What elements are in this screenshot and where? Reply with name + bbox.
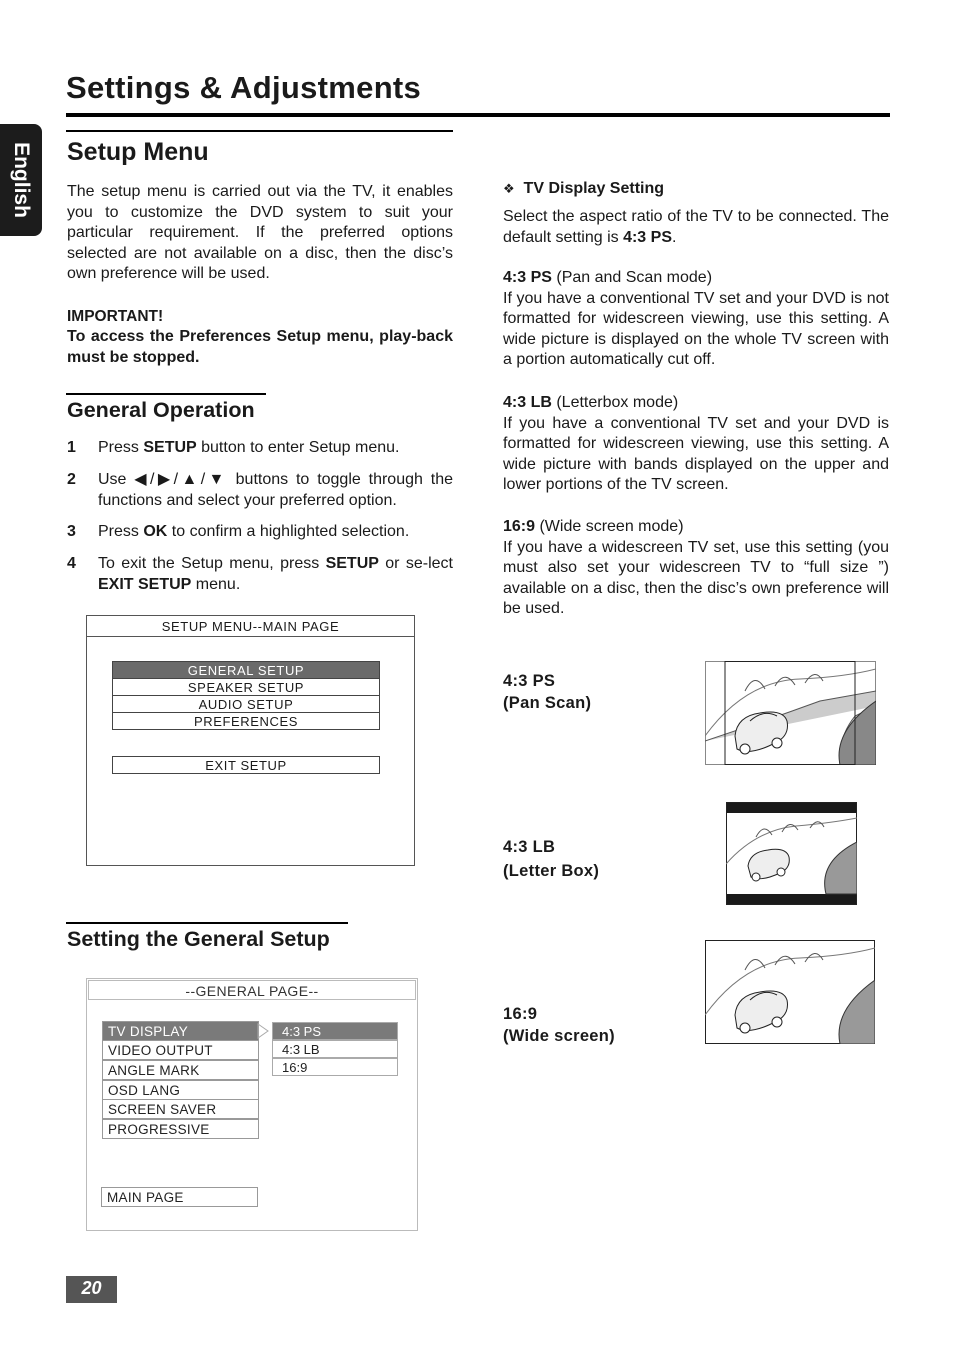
intro-key: 4:3 PS [623,228,672,246]
intro-text: Select the aspect ratio of the TV to be connected. The default setting is [503,208,889,246]
mode-key: 16:9 [503,518,536,535]
title-rule [66,113,890,117]
wide-screen-illustration [705,940,875,1044]
mode-description: If you have a conventional TV set and your DVD is formatted for widescreen viewing, use this setting. A wide picture with bands displayed on the upper and lower portions of the TV screen. [503,414,889,494]
step-key: EXIT SETUP [98,576,192,593]
menu-item-screen-saver[interactable]: SCREEN SAVER [102,1099,259,1119]
section-rule [66,393,266,395]
arrow-right-icon [257,1023,269,1039]
option-4-3-ps[interactable]: 4:3 PS [272,1022,398,1040]
menu-item-audio-setup[interactable]: AUDIO SETUP [112,695,380,713]
menu-title: SETUP MENU--MAIN PAGE [87,616,414,637]
intro-text: . [672,228,677,246]
step-number: 1 [67,439,76,456]
important-label: IMPORTANT! [67,308,164,325]
step-1 [67,437,453,458]
mode-name: (Pan and Scan mode) [551,269,713,286]
mode-4-3-lb [503,393,889,496]
step-number: 3 [67,523,76,540]
page-title: Settings & Adjustments [66,70,422,105]
step-text: Use ◀/▶/▲/▼ buttons to toggle through the functions and select your preferred option. [98,471,453,509]
step-2 [67,469,453,511]
mode-key: 4:3 PS [503,269,552,286]
figure-label-line: 16:9 [503,1005,538,1023]
setup-menu-heading: Setup Menu [67,138,209,166]
section-rule [66,922,348,924]
step-text: menu. [191,576,241,593]
general-page-menu [86,978,418,1231]
page-number: 20 [66,1276,117,1303]
step-number: 2 [67,471,76,488]
step-key: OK [143,523,168,540]
menu-item-general-setup[interactable]: GENERAL SETUP [112,661,380,679]
step-text: or se-lect [378,555,453,572]
figure-label-line: (Pan Scan) [503,694,592,712]
menu-item-speaker-setup[interactable]: SPEAKER SETUP [112,678,380,696]
section-rule [66,130,453,132]
setup-main-menu [86,615,415,866]
step-4 [67,553,453,595]
setup-menu-intro: The setup menu is carried out via the TV, it enables you to customize the DVD system to suit your particular requirement. If the preferred options selected are not available on a disc, then the disc’s own preference will be used. [67,183,453,283]
menu-item-angle-mark[interactable]: ANGLE MARK [102,1060,259,1080]
step-3 [67,521,453,542]
menu-item-video-output[interactable]: VIDEO OUTPUT [102,1040,259,1060]
mode-name: (Letterbox mode) [551,394,679,411]
general-operation-heading: General Operation [67,398,255,422]
figure-label-line: 4:3 LB [503,838,556,856]
menu-item-preferences[interactable]: PREFERENCES [112,712,380,730]
step-text: to confirm a highlighted selection. [167,523,410,540]
language-tab-label: English [10,142,33,218]
menu-item-progressive[interactable]: PROGRESSIVE [102,1119,259,1139]
general-setup-heading: Setting the General Setup [67,927,330,951]
mode-name: (Wide screen mode) [535,518,684,535]
tv-display-heading: TV Display Setting [523,180,665,197]
menu-item-exit-setup[interactable]: EXIT SETUP [112,756,380,774]
step-text: button to enter Setup menu. [196,439,400,456]
mode-description: If you have a conventional TV set and your DVD is not formatted for widescreen viewing, use this setting. A wide picture is displayed on the whole TV screen with a portion automatically cut off. [503,289,889,369]
important-text: To access the Preferences Setup menu, play-back must be stopped. [67,328,453,366]
step-number: 4 [67,555,76,572]
figure-label-wide-screen [503,1003,615,1047]
figure-label-letter-box [503,835,599,883]
figure-label-line: (Wide screen) [503,1027,615,1045]
menu-title: --GENERAL PAGE-- [88,980,416,1000]
figure-label-pan-scan [503,670,591,714]
figure-label-line: (Letter Box) [503,862,600,880]
mode-description: If you have a widescreen TV set, use this setting (you must also set your widescreen TV to “full size ”) available on a disc, then the disc’s own preference will be used. [503,538,889,618]
letter-box-illustration [726,802,857,905]
figure-label-line: 4:3 PS [503,672,556,690]
step-text: Press [98,439,144,456]
diamond-bullet-icon: ❖ [503,181,515,196]
mode-16-9 [503,517,889,620]
option-16-9[interactable]: 16:9 [272,1058,398,1076]
pan-scan-illustration [705,661,876,765]
step-text: To exit the Setup menu, press [98,555,326,572]
step-key: SETUP [325,555,379,572]
menu-item-osd-lang[interactable]: OSD LANG [102,1080,259,1100]
tv-display-heading-row [503,180,664,198]
step-text: Press [98,523,144,540]
option-4-3-lb[interactable]: 4:3 LB [272,1040,398,1058]
menu-item-tv-display[interactable]: TV DISPLAY [102,1021,259,1041]
step-key: SETUP [143,439,197,456]
menu-item-main-page[interactable]: MAIN PAGE [101,1187,258,1207]
tv-display-intro [503,207,889,248]
mode-4-3-ps [503,268,889,371]
mode-key: 4:3 LB [503,394,552,411]
language-tab [0,124,42,236]
